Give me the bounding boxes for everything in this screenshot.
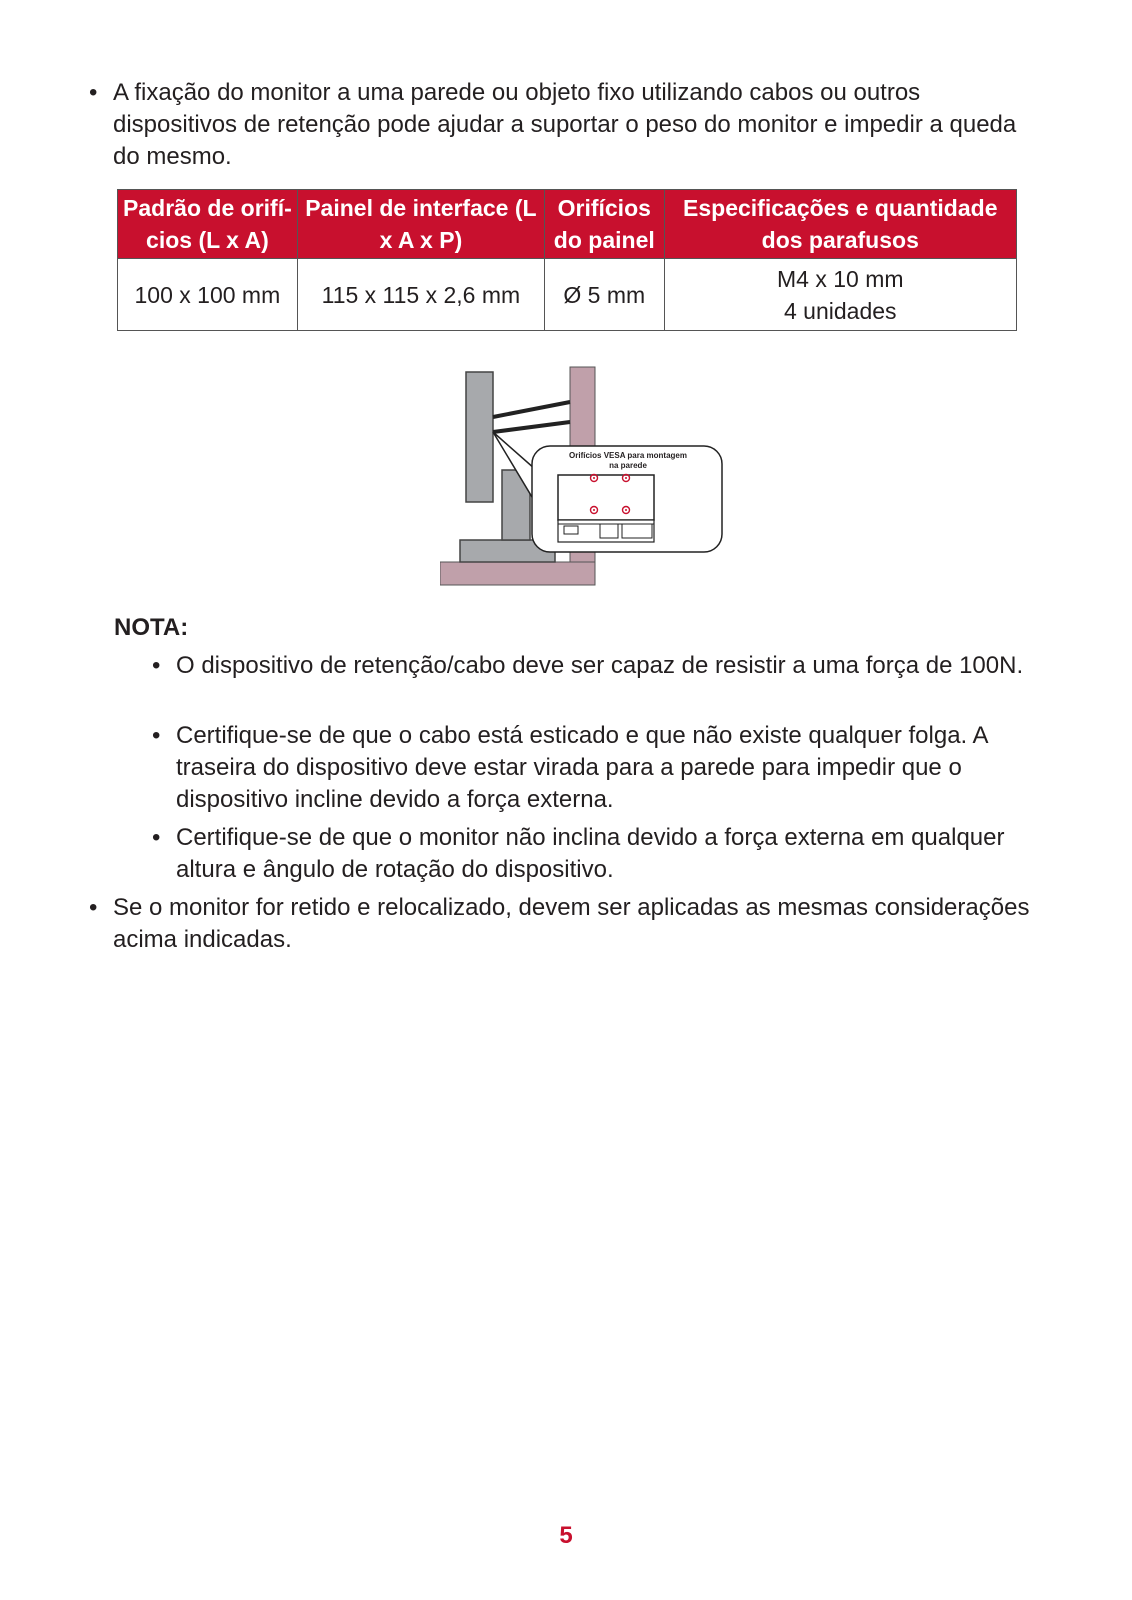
bullet-dot: •	[89, 79, 98, 106]
note-item-text: Certifique-se de que o cabo está esticado e que não existe qualquer folga. A traseira do dispositivo deve estar virada para a parede para impedir que o dispositivo incline devido a força externa.	[176, 722, 988, 813]
note-item-text: Certifique-se de que o monitor não inclina devido a força externa em qualquer altura e ângulo de rotação do dispositivo.	[176, 824, 1005, 883]
note-item-text: O dispositivo de retenção/cabo deve ser capaz de resistir a uma força de 100N.	[176, 652, 1024, 679]
note-title: NOTA:	[114, 614, 189, 641]
cable-upper	[493, 402, 570, 417]
cable-lower	[493, 422, 570, 432]
bullet-dot: •	[89, 894, 98, 921]
screw-quantity: 4 unidades	[783, 297, 897, 324]
wall-mount-diagram	[440, 362, 740, 597]
bullet-dot: •	[152, 824, 161, 851]
table-header-row	[118, 190, 1017, 259]
cell-interface-pad: 115 x 115 x 2,6 mm	[297, 259, 544, 331]
bullet-dot: •	[152, 722, 161, 749]
floor	[440, 562, 595, 585]
page-number: 5	[559, 1522, 573, 1549]
monitor	[466, 372, 493, 502]
cell-pad-holes: Ø 5 mm	[545, 259, 665, 331]
header-hole-pattern: Padrão de orifí-cios (L x A)	[118, 190, 298, 259]
header-screw-spec: Especificações e quantidade dos parafusos	[664, 190, 1016, 259]
cell-hole-pattern: 100 x 100 mm	[118, 259, 298, 331]
monitor-back-panel	[558, 475, 654, 520]
vesa-spec-table	[117, 189, 1017, 331]
cell-screw-spec	[664, 259, 1016, 331]
callout-label-line2: na parede	[609, 461, 647, 470]
screw-size: M4 x 10 mm	[777, 265, 904, 292]
bullet-text: A fixação do monitor a uma parede ou objeto fixo utilizando cabos ou outros dispositivos de retenção pode ajudar a suportar o peso do monitor e impedir a queda do mesmo.	[113, 79, 1017, 170]
callout-label-line1: Orifícios VESA para montagem	[569, 451, 687, 460]
bullet-text: Se o monitor for retido e relocalizado, devem ser aplicadas as mesmas considerações acima indicadas.	[113, 894, 1030, 953]
table-row	[118, 259, 1017, 331]
bullet-dot: •	[152, 652, 161, 679]
header-pad-holes: Orifícios do painel	[545, 190, 665, 259]
io-panel	[558, 520, 654, 542]
header-interface-pad: Painel de interface (L x A x P)	[297, 190, 544, 259]
